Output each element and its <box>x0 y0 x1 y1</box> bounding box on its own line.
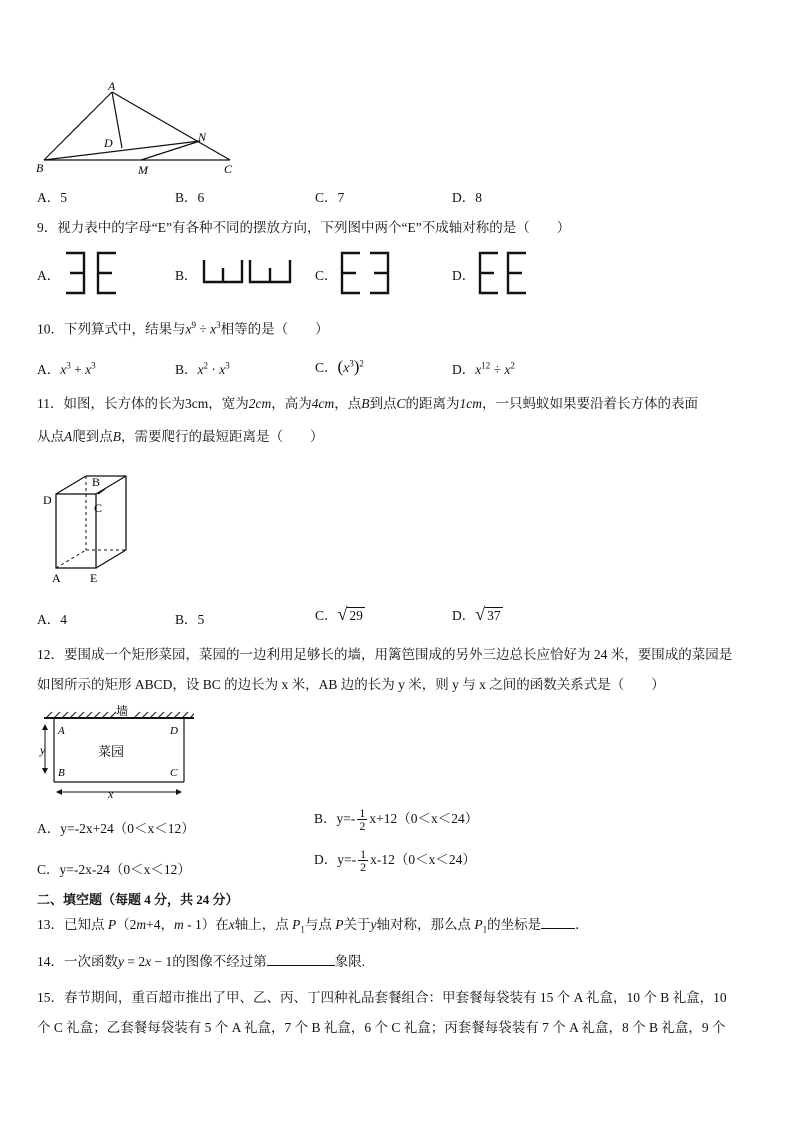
q9-option-c-figure <box>336 249 396 297</box>
q12-label-C: C <box>170 767 178 779</box>
q8-label-A: A <box>108 79 116 93</box>
q8-triangle-figure <box>30 78 250 178</box>
q12-label-y: y <box>40 743 46 757</box>
q12-label-D: D <box>170 725 178 737</box>
q12-label-x: x <box>108 787 114 800</box>
q12-stem-line2: 如图所示的矩形 ABCD，设 BC 的边长为 x 米，AB 边的长为 y 米，则 y 与 x 之间的函数关系式是（ ） <box>37 677 665 692</box>
q9-option-d-figure <box>474 249 534 297</box>
q11-label-E: E <box>90 571 98 585</box>
q8-option-b: B．6 <box>175 190 205 205</box>
q8-label-B: B <box>36 161 44 175</box>
q10-option-d: D．$x^{12} \div x^2$ <box>452 360 515 377</box>
q12-label-B: B <box>58 767 65 779</box>
q12-option-a: A．y=-2x+24（0＜x＜12） <box>37 821 195 836</box>
q15-stem-line1: 15．春节期间，重百超市推出了甲、乙、丙、丁四种礼品套餐组合：甲套餐每袋装有 15 个 A 礼盒，10 个 B 礼盒，10 <box>37 990 727 1005</box>
q11-option-a: A．4 <box>37 612 67 627</box>
q8-label-C: C <box>224 162 233 176</box>
q10-option-b: B．$x^2 \cdot x^3$ <box>175 360 230 377</box>
q11-label-A: A <box>52 571 61 585</box>
q10-option-c: C．$(x^3)^2$ <box>315 357 364 376</box>
q9-option-d-label: D． <box>452 268 476 283</box>
q12-option-d: D．y=- $\frac{1}{2}$ x-12（0＜x＜24） <box>314 847 476 875</box>
q12-garden-label: 菜园 <box>98 744 125 759</box>
q11-option-b: B．5 <box>175 612 205 627</box>
section-2-heading: 二、填空题（每题 4 分，共 24 分） <box>37 892 239 907</box>
q9-option-b-label: B． <box>175 268 198 283</box>
q11-cuboid-figure <box>38 470 148 588</box>
q11-stem-line2: 从点A爬到点B，需要爬行的最短距离是（ ） <box>37 429 324 444</box>
q8-option-a: A．5 <box>37 190 67 205</box>
q11-stem-line1: 11．如图，长方体的长为3cm，宽为2cm，高为4cm，点B到点C的距离为1cm，一只蚂蚁如果要沿着长方体的表面 <box>37 396 699 411</box>
q11-option-d: D．√ 37 <box>452 604 501 624</box>
q11-option-c: C．√ 29 <box>315 604 363 624</box>
q9-option-b-figure <box>198 258 298 286</box>
q8-label-N: N <box>198 130 207 144</box>
q8-option-c: C．7 <box>315 190 345 205</box>
q9-option-c-label: C． <box>315 268 338 283</box>
q14-stem: 14．一次函数y = 2x − 1的图像不经过第 象限. <box>37 954 366 969</box>
q14-answer-blank[interactable] <box>267 952 335 966</box>
q9-option-a-figure <box>60 249 122 297</box>
q9-option-a-label: A． <box>37 268 61 283</box>
q11-label-D: D <box>43 493 52 507</box>
q8-label-D: D <box>104 136 113 150</box>
q12-stem-line1: 12．要围成一个矩形菜园，菜园的一边利用足够长的墙，用篱笆围成的另外三边总长应恰好为 24 米，要围成的菜园是 <box>37 647 733 662</box>
q9-stem: 9．视力表中的字母“E”有各种不同的摆放方向，下列图中两个“E”不成轴对称的是（ ） <box>37 220 571 235</box>
q11-label-B: B <box>92 475 101 489</box>
q12-label-A: A <box>58 725 65 737</box>
q15-stem-line2: 个 C 礼盒；乙套餐每袋装有 5 个 A 礼盒，7 个 B 礼盒，6 个 C 礼盒；丙套餐每袋装有 7 个 A 礼盒，8 个 B 礼盒，9 个 <box>37 1020 726 1035</box>
q13-stem: 13．已知点 P（2m+4，m - 1）在x轴上，点 $P_1$与点 P关于y轴对称，那么点 $P_1$的坐标是 ． <box>37 917 589 935</box>
q12-wall-label: 墙 <box>116 704 129 718</box>
q10-stem: 10．下列算式中，结果与$x^9 \div x^3$相等的是（ ） <box>37 320 329 337</box>
q12-option-c: C．y=-2x-24（0＜x＜12） <box>37 862 191 877</box>
q12-option-b: B．y=- $\frac{1}{2}$ x+12（0＜x＜24） <box>314 806 479 834</box>
q13-answer-blank[interactable] <box>541 915 575 929</box>
q8-label-M: M <box>138 163 148 177</box>
q12-garden-figure <box>36 702 196 800</box>
q10-option-a: A．$x^3 + x^3$ <box>37 360 96 377</box>
q11-label-C: C <box>94 501 103 515</box>
q8-option-d: D．8 <box>452 190 482 205</box>
